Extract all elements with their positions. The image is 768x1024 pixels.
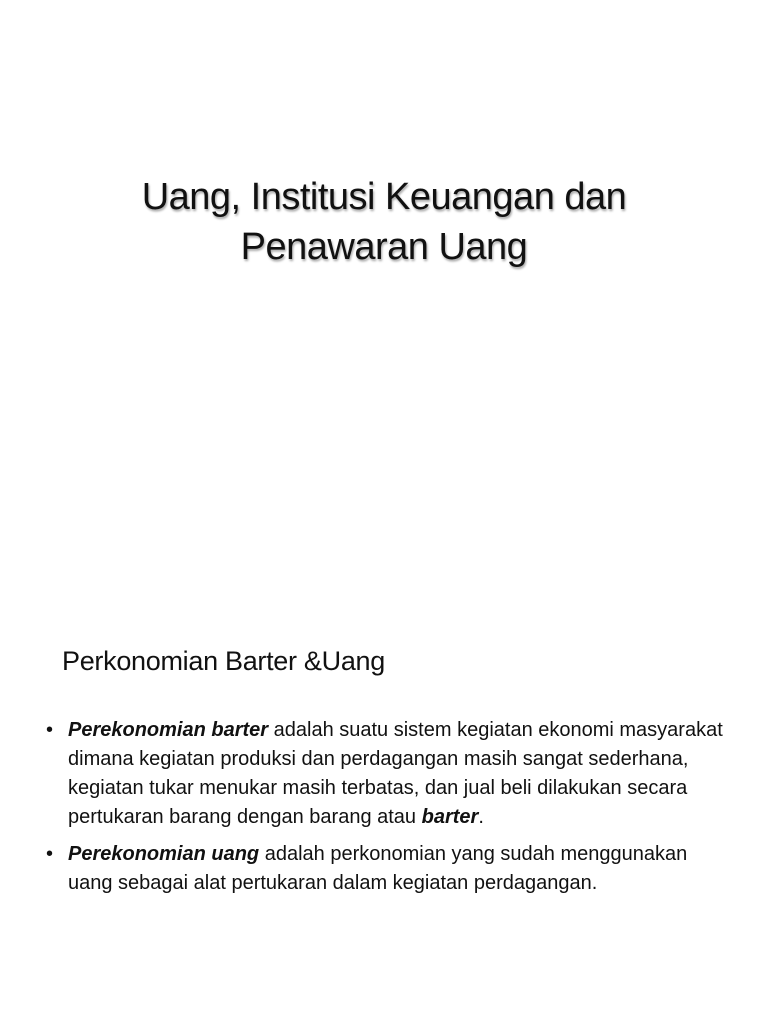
definition-text: adalah perkonomian yang sudah menggunakan uang sebagai alat pertukaran dalam kegiatan perdagangan. [68,843,688,894]
slide-title-line-1: Uang, Institusi Keuangan dan [141,176,627,218]
term-barter: barter [421,806,479,828]
bullet-list [44,716,724,906]
slide-title [60,172,708,272]
definition-text: adalah suatu sistem kegiatan ekonomi masyarakat dimana kegiatan produksi dan perdagangan masih sangat sederhana, kegiatan tukar menukar masih terbatas, dan jual beli dilakukan secara pertukaran barang dengan barang atau [68,719,723,828]
term-money-economy: Perekonomian uang [68,843,260,865]
term-barter-economy: Perekonomian barter [68,719,269,741]
definition-tail: . [478,806,484,828]
bullet-item-money [44,840,724,898]
bullet-item-barter [44,716,724,832]
slide-heading: Perkonomian Barter &Uang [62,646,385,676]
bullet-icon: • [46,719,54,741]
content-slide [0,576,768,1024]
bullet-icon: • [46,843,54,865]
slide-title-line-2: Penawaran Uang [240,226,528,268]
